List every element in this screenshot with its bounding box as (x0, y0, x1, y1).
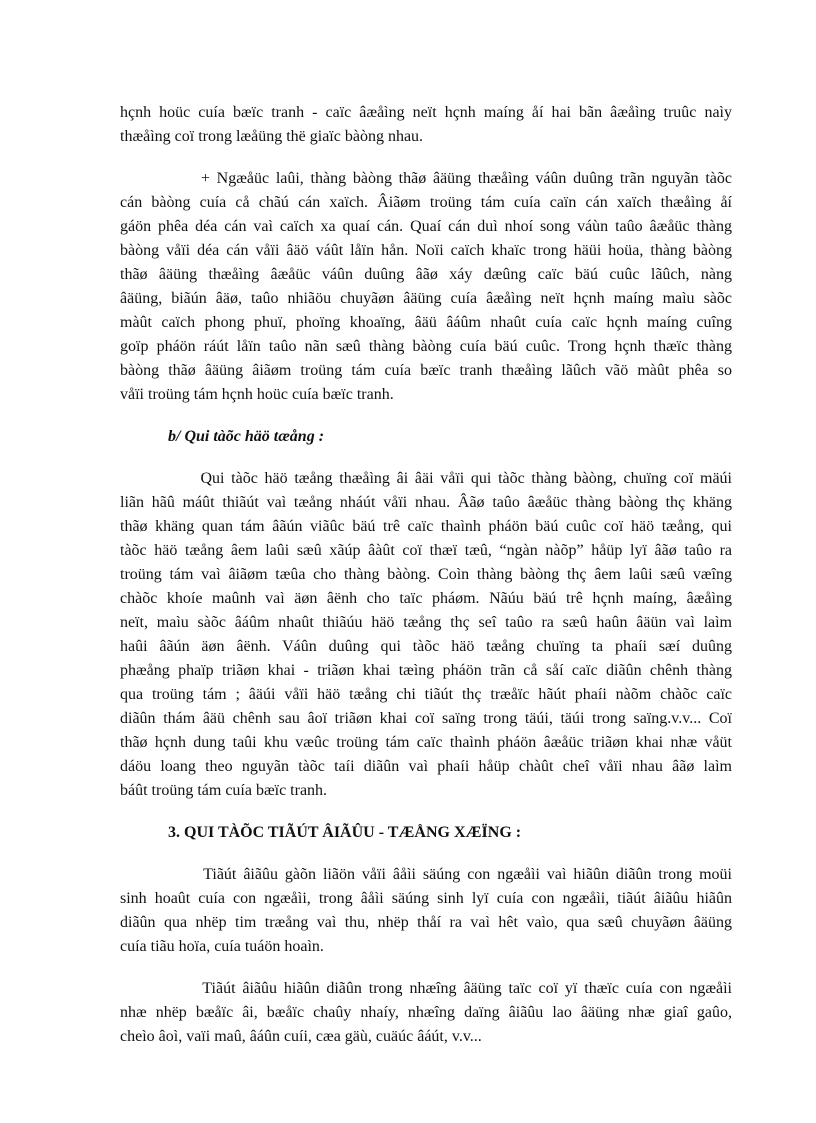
section-heading-3: 3. QUI TÀÕC TIÃÚT ÂIÃÛU - TÆÅNG XÆÏNG : (168, 824, 522, 841)
paragraph-symmetry (120, 467, 732, 803)
text-line: neït, maìu sàõc âáûm nhaût thiãúu häö tæång thç seî taûo ra sæû haûn âäün vaì laìm (120, 614, 732, 631)
text-line: sinh hoaût cuía con ngæåìi, trong âåìi säúng sinh lyï cuía con ngæåìi, tiãút âiãûu hiãûn (120, 890, 732, 907)
paragraph-dynamic-balance (120, 167, 732, 407)
text-line: Tiãút âiãûu hiãûn diãûn trong nhæîng âäüng taïc coï yï thæïc cuía con ngæåìi (120, 980, 732, 997)
text-line: thãø khäng quan tám âãún viãûc bäú trê caïc thaình pháön bäú cuûc coï häö tæång, qui (120, 518, 732, 535)
text-line: cuía tiãu hoïa, cuía tuáön hoaìn. (120, 938, 324, 955)
text-line: goïp pháön ráút låïn taûo nãn sæû thàng bàòng cuía bäú cuûc. Trong hçnh thæïc thàng (120, 338, 732, 355)
paragraph-rhythm-2 (120, 977, 732, 1049)
text-line: âäüng, biãún âäø, taûo nhiãöu chuyãøn âäüng cuía âæåìng neït hçnh maíng maìu sàõc (120, 290, 732, 307)
text-line: bàòng våïi déa cán våïi âäö váût låïn hån. Noïi caïch khaïc trong häüi hoüa, thàng bàòng (120, 242, 732, 259)
text-line: phæång phaïp triãøn khai - triãøn khai tæìng pháön trãn cå såí caïc diãûn chênh thàng (120, 662, 732, 679)
text-line: Qui tàõc häö tæång thæåìng âi âäi våïi qui tàõc thàng bàòng, chuïng coï mäúi (120, 470, 732, 487)
text-line: Tiãút âiãûu gàõn liãön våïi âåìi säúng con ngæåìi vaì hiãûn diãûn trong moüi (120, 866, 732, 883)
text-line: thæåìng coï trong læåüng thë giaïc bàòng nhau. (120, 128, 424, 145)
text-line: diãûn thám âäü chênh sau âoï triãøn khai coï saïng trong täúi, täúi trong saïng.v.v... Coï (120, 710, 732, 727)
text-line: chàõc khoíe maûnh vaì äøn âënh cho taïc pháøm. Nãúu bäú trê hçnh maíng, âæåìng (120, 590, 732, 607)
text-line: cán bàòng cuía cå chãú cán xaïch. Âiãøm troüng tám cuía caïn cán xaïch thæåìng åí (120, 194, 732, 211)
text-line: + Ngæåüc laûi, thàng bàòng thãø âäüng thæåìng váûn duûng trãn nguyãn tàõc (120, 170, 732, 187)
paragraph-intro (120, 101, 732, 149)
section-heading-b: b/ Qui tàõc häö tæång : (168, 428, 325, 445)
text-line: báût troüng tám cuía bæïc tranh. (120, 782, 328, 799)
document-body (120, 101, 732, 1049)
text-line: màût caïch phong phuï, phoïng khoaïng, âäü âáûm nhaût cuía caïc hçnh maíng cuîng (120, 314, 732, 331)
text-line: nhæ nhëp bæåïc âi, bæåïc chaûy nhaíy, nhæîng daïng âiãûu lao âäüng nhæ giaî gaûo, (120, 1004, 732, 1021)
text-line: bàòng thãø âäüng âiãøm troüng tám cuía bæïc tranh thæåìng lãûch vãö màût phêa so (120, 362, 732, 379)
text-line: troüng tám vaì âiãøm tæûa cho thàng bàòng. Coìn thàng bàòng thç âem laûi sæû væîng (120, 566, 732, 583)
text-line: tàõc häö tæång âem laûi sæû xãúp âàût coï thæï tæû, “ngàn nàõp” håüp lyï âãø taûo ra (120, 542, 732, 559)
text-line: haûi âãún äøn âënh. Váûn duûng qui tàõc häö tæång chuïng ta phaíi sæí duûng (120, 638, 732, 655)
text-line: liãn hãû máût thiãút vaì tæång nháút våïi nhau. Âãø taûo âæåüc thàng bàòng thç khäng (120, 494, 732, 511)
text-line: dáöu loang theo nguyãn tàõc taíi diãûn vaì phaíi håüp chàût cheî våïi nhau âãø laìm (120, 758, 732, 775)
text-line: gáön phêa déa cán vaì caïch xa quaí cán. Quaí cán duì nhoí song váùn taûo âæåüc thàng (120, 218, 732, 235)
paragraph-rhythm-1 (120, 863, 732, 959)
text-line: diãûn qua nhëp tim træång vaì thu, nhëp thåí ra vaì hêt vaìo, qua sæû chuyãøn âäüng (120, 914, 732, 931)
text-line: qua troüng tám ; âäúi våïi häö tæång chi tiãút thç træåïc hãút phaíi nàõm chàõc caïc (120, 686, 732, 703)
text-line: våïi troüng tám hçnh hoüc cuía bæïc tranh. (120, 386, 394, 403)
text-line: thãø hçnh dung taûi khu væûc troüng tám caïc thaình pháön âæåüc triãøn khai nhæ våüt (120, 734, 732, 751)
text-line: hçnh hoüc cuía bæïc tranh - caïc âæåìng neït hçnh maíng åí hai bãn âæåìng truûc naìy (120, 104, 732, 121)
text-line: thãø âäüng thæåìng âæåüc váûn duûng âãø xáy dæûng caïc bäú cuûc lãûch, nàng (120, 266, 732, 283)
text-line: cheìo âoì, vaïi maû, âáûn cuíi, cæa gäù, cuäúc âáút, v.v... (120, 1028, 482, 1045)
